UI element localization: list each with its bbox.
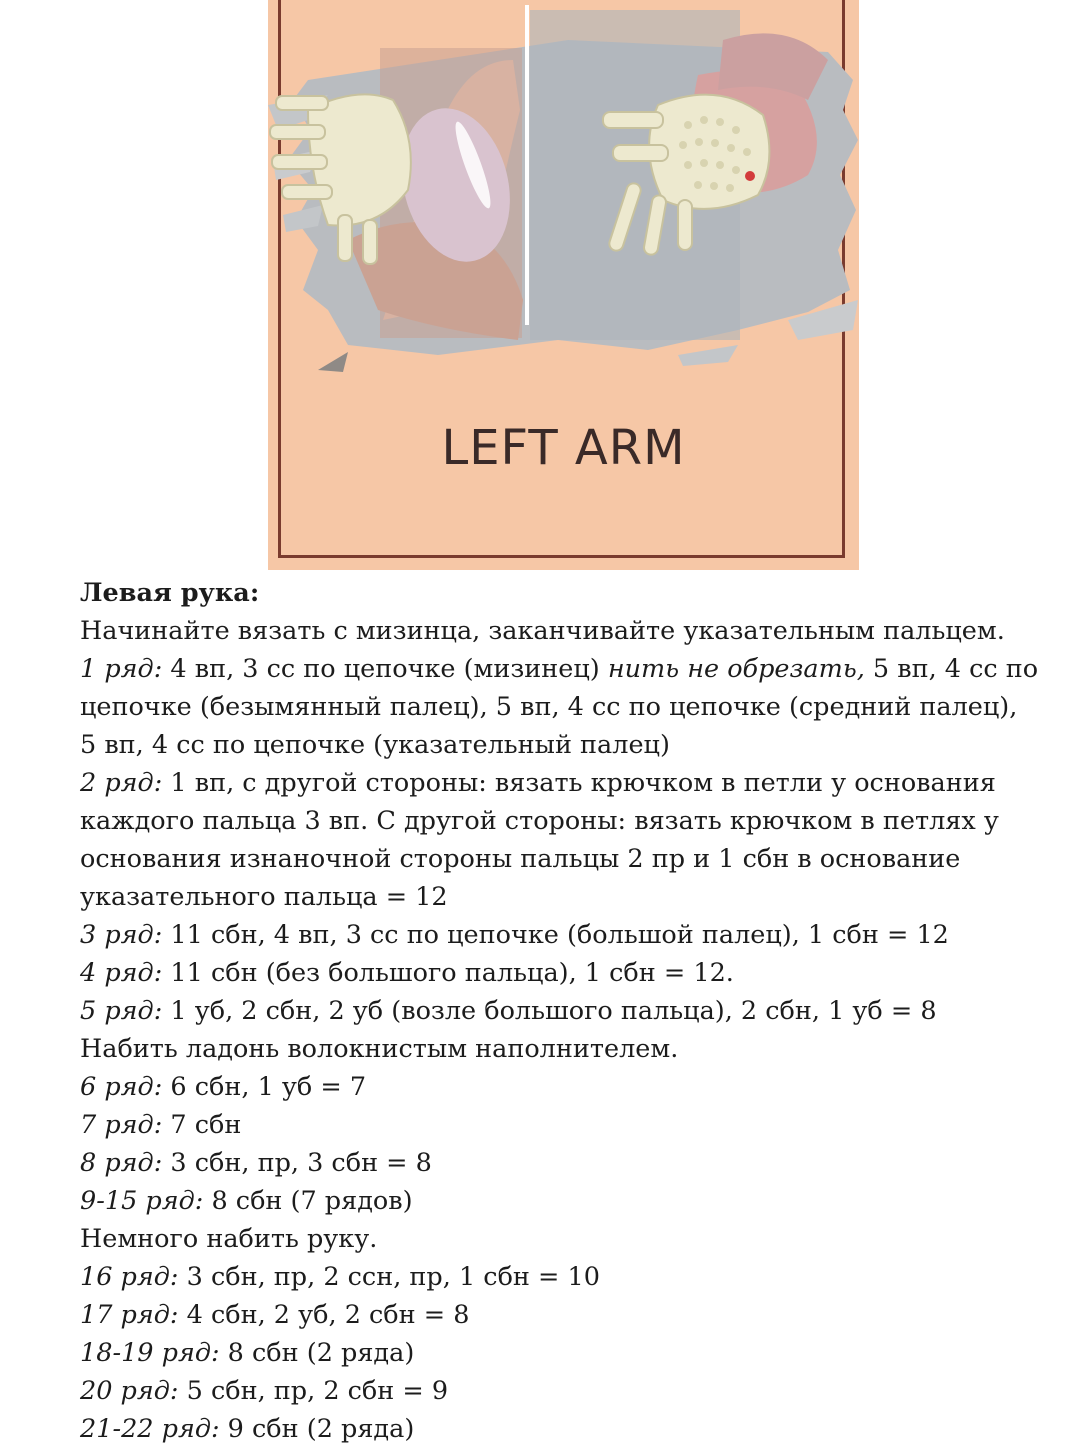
note-line: Немного набить руку.: [80, 1224, 378, 1254]
row-label: 20 ряд:: [80, 1376, 179, 1406]
row-2-continuation: основания изнаночной стороны пальцы 2 пр и 1 сбн в основание: [80, 844, 961, 874]
row-text: 7 сбн: [162, 1110, 242, 1140]
row-4-line: [80, 954, 1040, 992]
pattern-text: [80, 574, 1040, 1448]
row-text: 8 сбн (2 ряда): [219, 1338, 415, 1368]
row-20-line: [80, 1372, 1040, 1410]
row-label: 17 ряд:: [80, 1300, 179, 1330]
row-18-19-line: [80, 1334, 1040, 1372]
row-9-15-line: [80, 1182, 1040, 1220]
row-2-line: [80, 764, 1040, 802]
row-label: 5 ряд:: [80, 996, 163, 1026]
section-heading: Левая рука:: [80, 578, 260, 608]
row-3-line: [80, 916, 1040, 954]
row-text: 6 сбн, 1 уб = 7: [162, 1072, 367, 1102]
row-label: 2 ряд:: [80, 768, 163, 798]
illustration-art: [268, 0, 859, 420]
row-text: 1 вп, с другой стороны: вязать крючком в петли у основания: [162, 768, 996, 798]
row-emphasis: нить не обрезать,: [607, 654, 865, 684]
row-2-continuation: указательного пальца = 12: [80, 882, 448, 912]
row-label: 18-19 ряд:: [80, 1338, 220, 1368]
row-text: 11 сбн, 4 вп, 3 сс по цепочке (большой палец), 1 сбн = 12: [162, 920, 949, 950]
row-17-line: [80, 1296, 1040, 1334]
row-text: 3 сбн, пр, 3 сбн = 8: [162, 1148, 432, 1178]
row-6-line: [80, 1068, 1040, 1106]
row-text: 4 сбн, 2 уб, 2 сбн = 8: [178, 1300, 470, 1330]
pattern-illustration: [268, 0, 859, 570]
row-5-line: [80, 992, 1040, 1030]
row-text: 5 сбн, пр, 2 сбн = 9: [178, 1376, 449, 1406]
row-21-22-line: [80, 1410, 1040, 1448]
row-label: 7 ряд:: [80, 1110, 163, 1140]
row-text: 8 сбн (7 рядов): [203, 1186, 413, 1216]
row-text: 4 вп, 3 сс по цепочке (мизинец): [162, 654, 608, 684]
row-text: 11 сбн (без большого пальца), 1 сбн = 12.: [162, 958, 734, 988]
row-text: 3 сбн, пр, 2 ссн, пр, 1 сбн = 10: [178, 1262, 600, 1292]
row-1-line: [80, 650, 1040, 688]
row-label: 6 ряд:: [80, 1072, 163, 1102]
row-1-continuation: цепочке (безымянный палец), 5 вп, 4 сс по цепочке (средний палец),: [80, 692, 1018, 722]
row-text: 1 уб, 2 сбн, 2 уб (возле большого пальца), 2 сбн, 1 уб = 8: [162, 996, 937, 1026]
row-label: 1 ряд:: [80, 654, 163, 684]
row-label: 9-15 ряд:: [80, 1186, 204, 1216]
figure-caption: LEFT ARM: [441, 420, 686, 476]
row-label: 4 ряд:: [80, 958, 163, 988]
row-label: 8 ряд:: [80, 1148, 163, 1178]
row-text: 5 вп, 4 сс по: [864, 654, 1039, 684]
row-label: 16 ряд:: [80, 1262, 179, 1292]
row-1-continuation: 5 вп, 4 сс по цепочке (указательный палец): [80, 730, 670, 760]
row-label: 3 ряд:: [80, 920, 163, 950]
note-line: Набить ладонь волокнистым наполнителем.: [80, 1034, 679, 1064]
row-text: 9 сбн (2 ряда): [219, 1414, 415, 1444]
row-16-line: [80, 1258, 1040, 1296]
row-2-continuation: каждого пальца 3 вп. С другой стороны: вязать крючком в петлях у: [80, 806, 999, 836]
row-label: 21-22 ряд:: [80, 1414, 220, 1444]
row-7-line: [80, 1106, 1040, 1144]
row-8-line: [80, 1144, 1040, 1182]
intro-line: Начинайте вязать с мизинца, заканчивайте указательным пальцем.: [80, 616, 1005, 646]
